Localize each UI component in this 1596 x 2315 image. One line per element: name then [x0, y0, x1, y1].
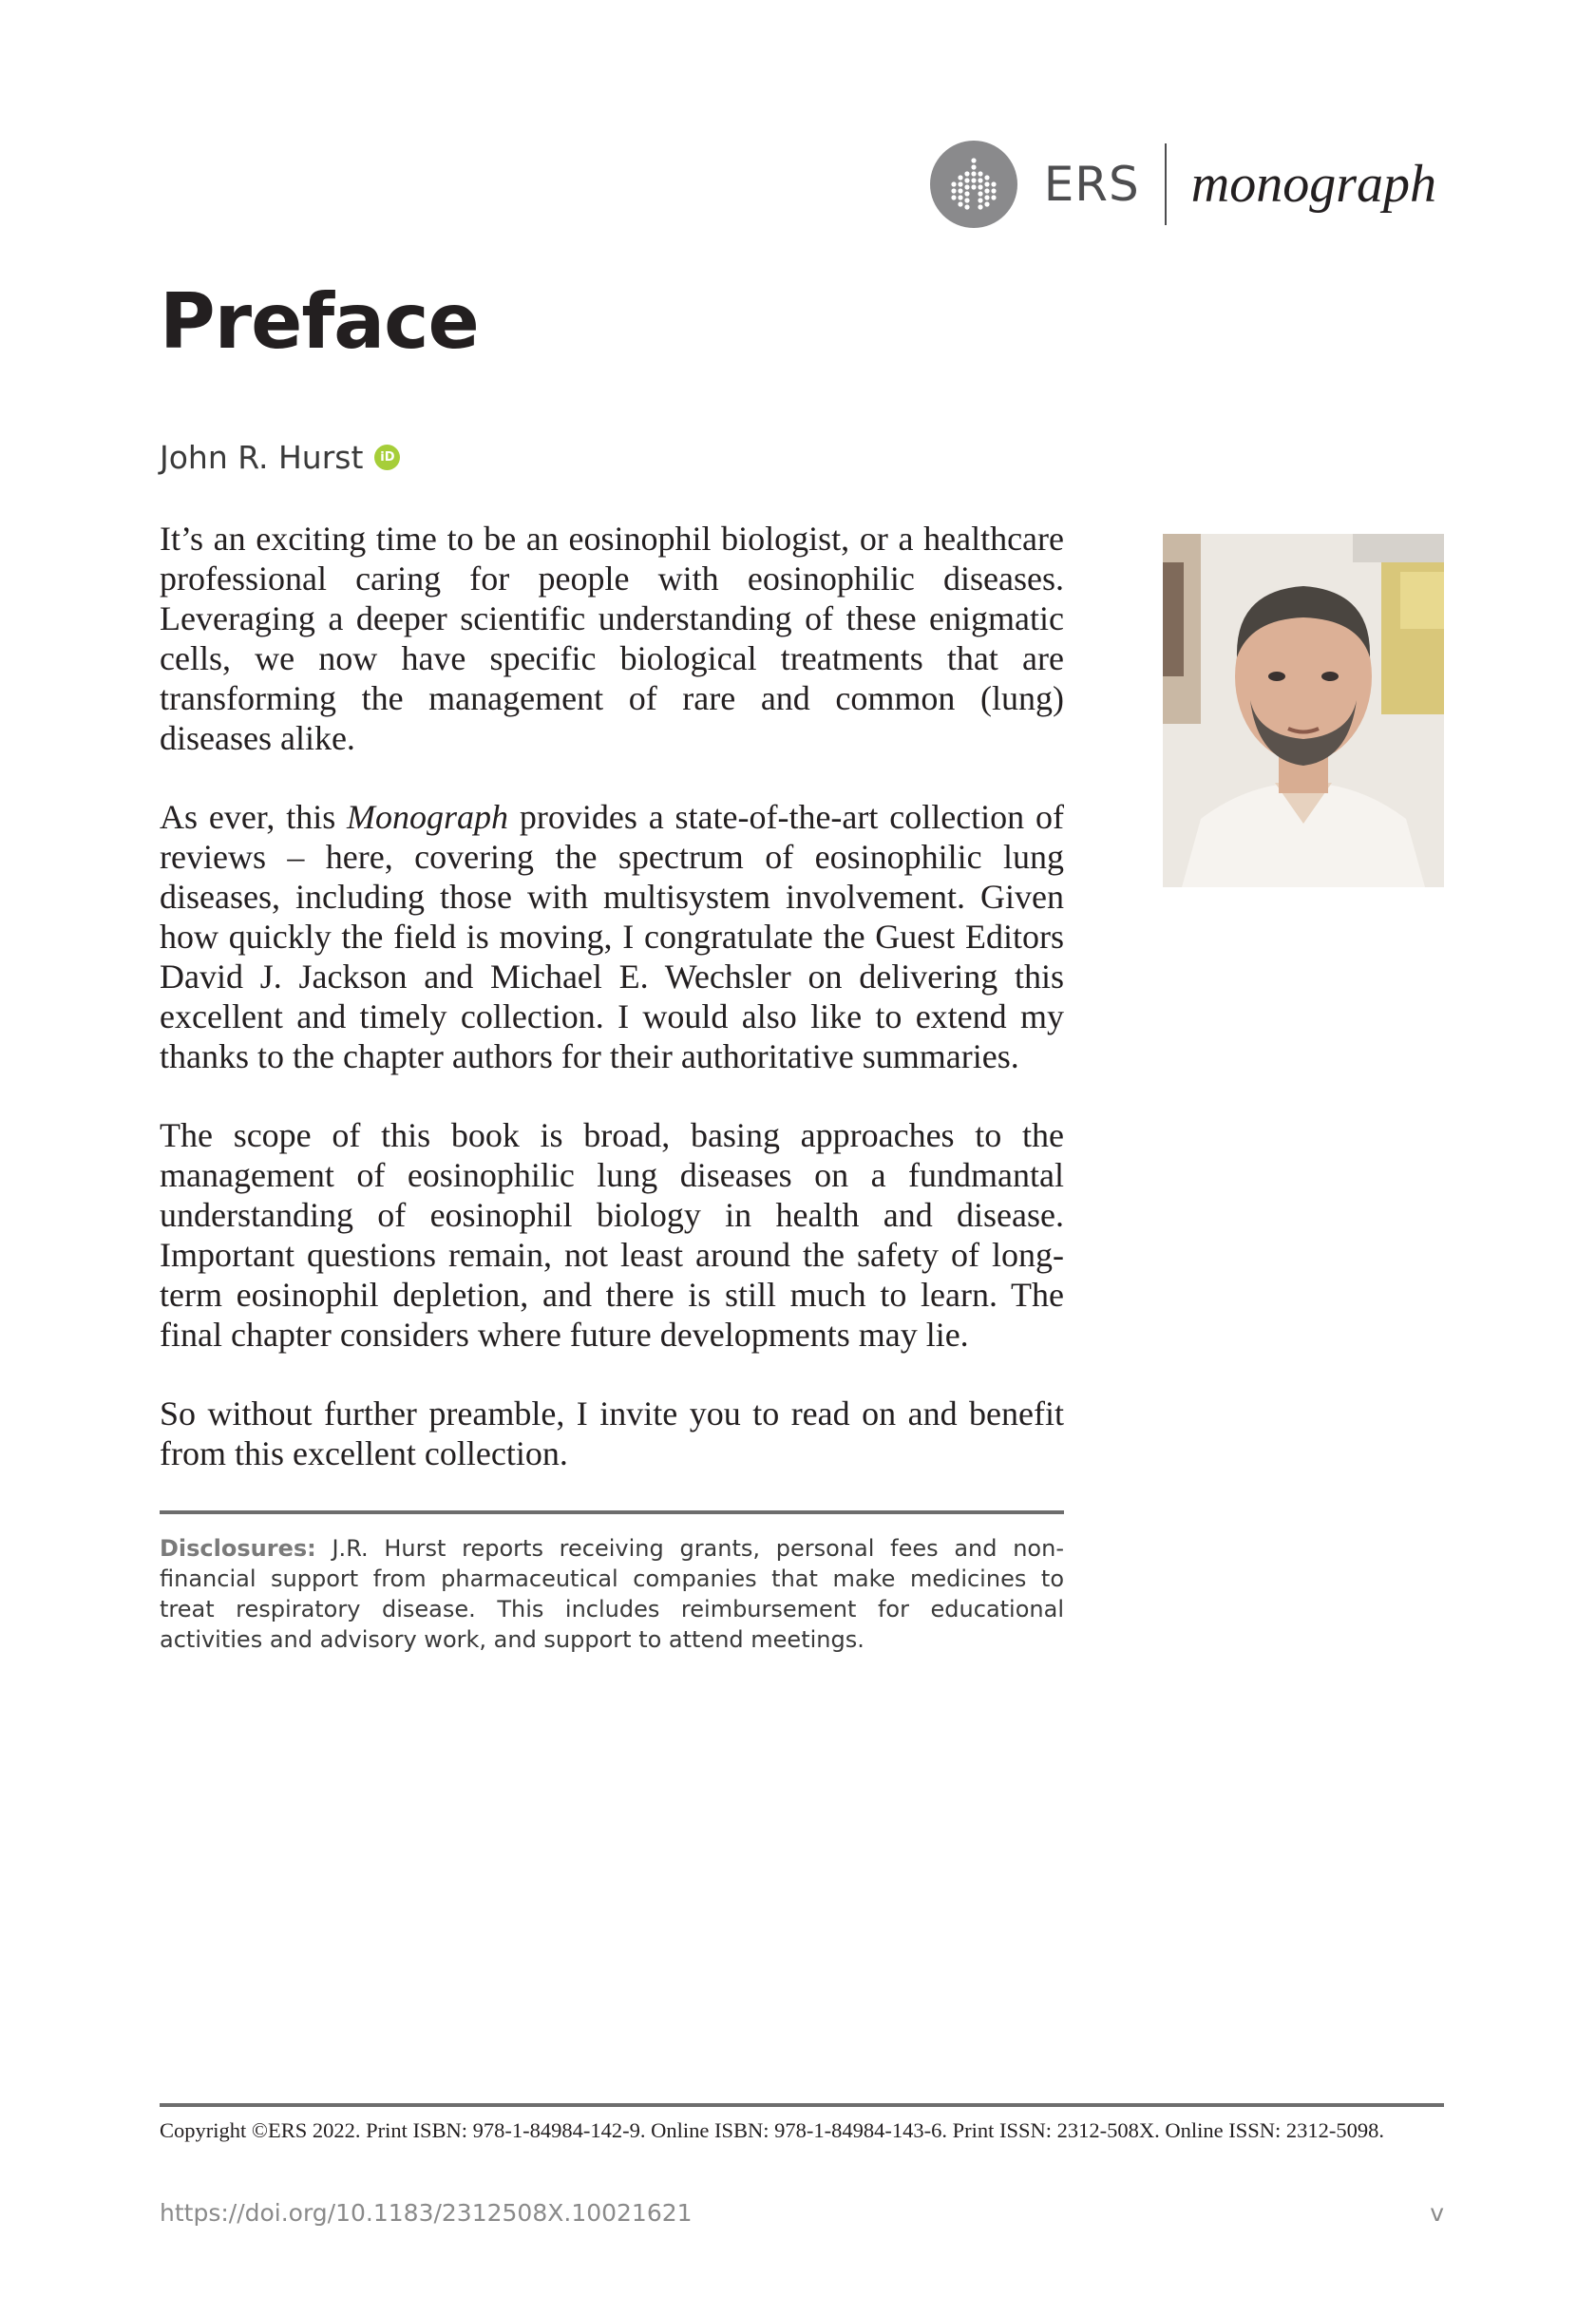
- logo-divider: [1165, 143, 1167, 225]
- paragraph-1: It’s an exciting time to be an eosinophil biologist, or a healthcare professional caring for people with eosinophilic diseases. Leveraging a deeper scientific understanding of these enigmatic cells, we now have specific biological treatments that are transforming the management of rare and common (lung) diseases alike.: [160, 520, 1064, 757]
- lungs-dot-graphic: [940, 151, 1007, 218]
- page-number: v: [1430, 2199, 1444, 2227]
- author-photo: [1163, 534, 1444, 887]
- disclosure-block: [160, 1533, 1064, 1655]
- lungs-dot-icon: [930, 141, 1017, 228]
- copyright-line: Copyright ©ERS 2022. Print ISBN: 978-1-84984-142-9. Online ISBN: 978-1-84984-143-6. Print ISSN: 2312-508X. Online ISSN: 2312-5098.: [160, 2118, 1384, 2142]
- paragraph-4: So without further preamble, I invite you to read on and benefit from this excellent collection.: [160, 1395, 1064, 1472]
- author-portrait-graphic: [1163, 534, 1444, 887]
- paragraph-2-after: provides a state-of-the-art collection of reviews – here, covering the spectrum of eosinophilic lung diseases, including those with multisystem involvement. Given how quickly the field is moving, I congratulate the Guest Editors David J. Jackson and Michael E. Wechsler on delivering this excellent and timely collection. I would also like to extend my thanks to the chapter authors for their authoritative summaries.: [160, 798, 1064, 1075]
- doi-link[interactable]: https://doi.org/10.1183/2312508X.10021621: [160, 2199, 693, 2227]
- paragraph-2-before: As ever, this: [160, 798, 348, 836]
- footer-divider: [160, 2103, 1444, 2107]
- logo-ers-text: ERS: [1043, 157, 1140, 212]
- disclosure-text: J.R. Hurst reports receiving grants, personal fees and non-financial support from pharmaceutical companies that make medicines to treat respiratory disease. This includes reimbursement for educational activities and advisory work, and support to attend meetings.: [160, 1535, 1064, 1653]
- orcid-icon[interactable]: iD: [374, 445, 400, 470]
- logo-monograph-text: monograph: [1190, 155, 1436, 214]
- disclosure-label: Disclosures:: [160, 1535, 316, 1562]
- paragraph-2: [160, 797, 1064, 1076]
- page-title: Preface: [160, 277, 479, 366]
- preface-body: [160, 519, 1064, 1473]
- disclosure-divider: [160, 1510, 1064, 1514]
- paragraph-3: The scope of this book is broad, basing approaches to the management of eosinophilic lung diseases on a fundmantal understanding of eosinophil biology in health and disease. Important questions remain, not least around the safety of long-term eosinophil depletion, and there is still much to learn. The final chapter considers where future developments may lie.: [160, 1116, 1064, 1354]
- author-name[interactable]: John R. Hurst: [160, 439, 364, 476]
- monograph-italic: Monograph: [347, 798, 509, 836]
- ers-monograph-logo: [930, 141, 1436, 228]
- author-line: [160, 439, 400, 476]
